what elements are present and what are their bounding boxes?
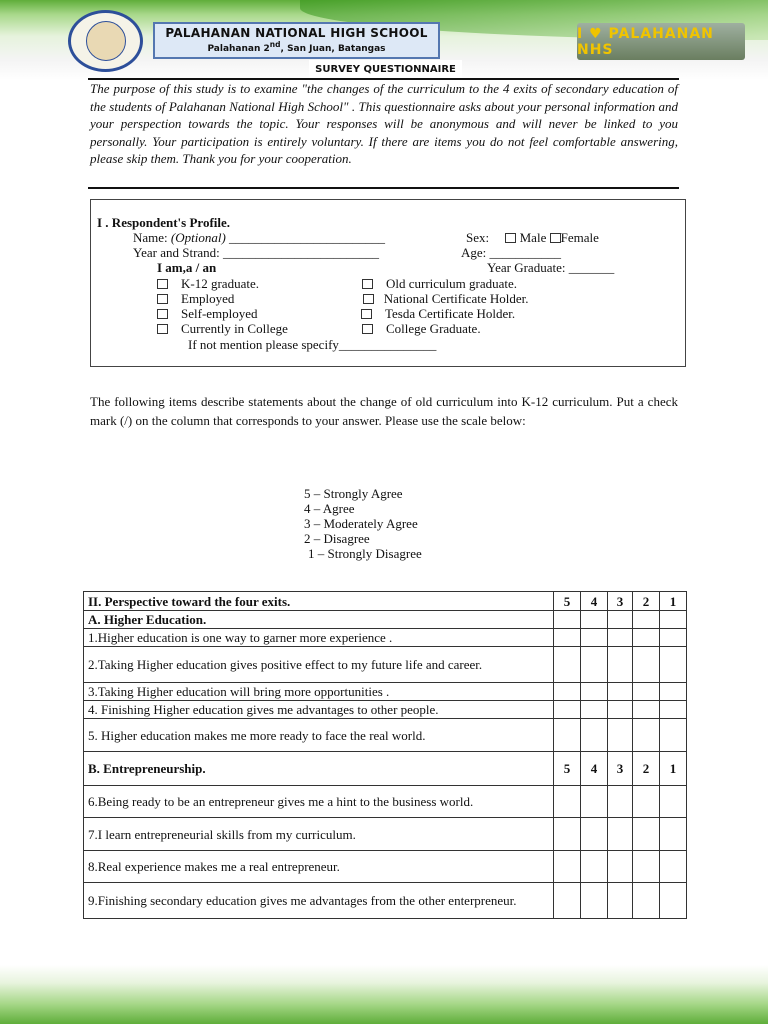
rating-cell[interactable] (608, 851, 633, 883)
rating-header: 5 (554, 752, 581, 786)
rating-cell[interactable] (608, 818, 633, 851)
statement: 9.Finishing secondary education gives me advantages from the other enterpreneur. (84, 883, 554, 919)
doc-title: SURVEY QUESTIONNAIRE (309, 60, 462, 80)
rating-cell[interactable] (633, 719, 660, 752)
table-row (84, 683, 687, 701)
rating-cell[interactable] (554, 683, 581, 701)
scale-item: 4 – Agree (304, 501, 355, 516)
rating-cell[interactable] (660, 647, 687, 683)
school-name: PALAHANAN NATIONAL HIGH SCHOOL (165, 26, 428, 40)
rating-cell[interactable] (633, 851, 660, 883)
statement: 4. Finishing Higher education gives me advantages to other people. (84, 701, 554, 719)
option-tesda-holder[interactable]: Tesda Certificate Holder. (361, 306, 515, 321)
table-row (84, 647, 687, 683)
rating-header: 1 (660, 592, 687, 611)
school-address: Palahanan 2nd, San Juan, Batangas (207, 40, 386, 54)
footer-banner (0, 965, 768, 1024)
rating-header: 2 (633, 592, 660, 611)
table-row (84, 786, 687, 818)
rating-cell[interactable] (633, 647, 660, 683)
sex-field: Sex: Male Female (466, 230, 599, 245)
school-photo: I ♥ PALAHANAN NHS (577, 23, 745, 60)
respondent-profile (90, 199, 686, 367)
rating-header: 5 (554, 592, 581, 611)
statement: 5. Higher education makes me more ready to face the real world. (84, 719, 554, 752)
section-label: B. Entrepreneurship. (84, 752, 554, 786)
option-employed[interactable]: Employed (157, 291, 234, 306)
rating-cell[interactable] (608, 647, 633, 683)
rating-cell[interactable] (608, 629, 633, 647)
male-checkbox[interactable] (505, 233, 516, 243)
table-row (84, 719, 687, 752)
rating-cell[interactable] (633, 683, 660, 701)
option-k12[interactable]: K-12 graduate. (157, 276, 259, 291)
rating-cell[interactable] (554, 629, 581, 647)
year-graduate-field[interactable]: Year Graduate: _______ (487, 260, 615, 275)
statement: 7.I learn entrepreneurial skills from my curriculum. (84, 818, 554, 851)
rating-cell[interactable] (608, 683, 633, 701)
rating-scale (304, 486, 422, 561)
rating-cell[interactable] (554, 883, 581, 919)
rating-cell[interactable] (581, 683, 608, 701)
rating-header: 4 (581, 752, 608, 786)
rating-cell[interactable] (581, 647, 608, 683)
rating-cell[interactable] (554, 818, 581, 851)
table-row (84, 701, 687, 719)
table-row (84, 851, 687, 883)
table-row (84, 883, 687, 919)
rating-cell[interactable] (660, 851, 687, 883)
year-strand-field[interactable]: Year and Strand: ________________________ (133, 245, 380, 260)
rating-cell[interactable] (608, 701, 633, 719)
rating-cell[interactable] (608, 611, 633, 629)
table-header-row (84, 752, 687, 786)
option-college-grad[interactable]: College Graduate. (362, 321, 481, 336)
rating-cell[interactable] (581, 883, 608, 919)
rating-cell[interactable] (660, 701, 687, 719)
rating-cell[interactable] (554, 647, 581, 683)
rating-cell[interactable] (608, 786, 633, 818)
scale-item: 3 – Moderately Agree (304, 516, 418, 531)
statement: 6.Being ready to be an entrepreneur gives me a hint to the business world. (84, 786, 554, 818)
rating-cell[interactable] (633, 611, 660, 629)
table-row (84, 629, 687, 647)
rating-cell[interactable] (660, 629, 687, 647)
specify-field[interactable]: If not mention please specify_______________ (188, 337, 437, 352)
statement: 3.Taking Higher education will bring more opportunities . (84, 683, 554, 701)
scale-item: 5 – Strongly Agree (304, 486, 403, 501)
rating-cell[interactable] (581, 719, 608, 752)
rating-cell[interactable] (633, 818, 660, 851)
rating-cell[interactable] (581, 818, 608, 851)
rating-cell[interactable] (608, 719, 633, 752)
statement: 2.Taking Higher education gives positive effect to my future life and career. (84, 647, 554, 683)
section-label: A. Higher Education. (84, 611, 554, 629)
rating-cell[interactable] (660, 611, 687, 629)
rating-header: 1 (660, 752, 687, 786)
female-checkbox[interactable] (550, 233, 561, 243)
rating-cell[interactable] (581, 786, 608, 818)
option-self-employed[interactable]: Self-employed (157, 306, 258, 321)
rating-cell[interactable] (660, 719, 687, 752)
profile-heading: I . Respondent's Profile. (97, 215, 231, 230)
option-nc-holder[interactable]: National Certificate Holder. (363, 291, 529, 306)
rating-header: 4 (581, 592, 608, 611)
rating-cell[interactable] (608, 883, 633, 919)
rating-cell[interactable] (554, 701, 581, 719)
statement: 1.Higher education is one way to garner more experience . (84, 629, 554, 647)
section-label: II. Perspective toward the four exits. (84, 592, 554, 611)
rating-cell[interactable] (554, 851, 581, 883)
rating-cell[interactable] (633, 701, 660, 719)
intro-text: The purpose of this study is to examine "the changes of the curriculum to the 4 exits of secondary education of the students of Palahanan National High School" . This questionnaire asks about your personal information and your perspection towards the topic. Your responses will be anonymous and will never be linked to you personally. Your participation is entirely voluntary. If there are items you do not feel comfortable answering, please skip them. Thank you for your cooperation. (90, 81, 678, 166)
rating-cell[interactable] (660, 683, 687, 701)
divider (88, 187, 679, 189)
table-row (84, 818, 687, 851)
option-in-college[interactable]: Currently in College (157, 321, 288, 336)
rating-cell[interactable] (660, 883, 687, 919)
age-field[interactable]: Age: ___________ (461, 245, 562, 260)
rating-cell[interactable] (660, 786, 687, 818)
rating-cell[interactable] (554, 786, 581, 818)
rating-cell[interactable] (581, 611, 608, 629)
rating-header: 3 (608, 752, 633, 786)
iam-label: I am,a / an (157, 260, 217, 275)
rating-cell[interactable] (633, 786, 660, 818)
section-row (84, 611, 687, 629)
school-logo (68, 10, 143, 72)
rating-header: 3 (608, 592, 633, 611)
statement: 8.Real experience makes me a real entrepreneur. (84, 851, 554, 883)
scale-item: 2 – Disagree (304, 531, 370, 546)
instructions: The following items describe statements about the change of old curriculum into K-12 curriculum. Put a check mark (/) on the column that corresponds to your answer. Please use the scale below: (90, 394, 678, 428)
rating-cell[interactable] (581, 629, 608, 647)
rating-header: 2 (633, 752, 660, 786)
scale-item: 1 – Strongly Disagree (308, 546, 422, 561)
table-header-row (84, 592, 687, 611)
rating-cell[interactable] (581, 701, 608, 719)
rating-cell[interactable] (633, 629, 660, 647)
name-field[interactable]: Name: (Optional) ________________________ (133, 230, 386, 245)
option-old-curriculum[interactable]: Old curriculum graduate. (362, 276, 517, 291)
rating-cell[interactable] (660, 818, 687, 851)
school-title-box (153, 22, 440, 59)
rating-cell[interactable] (554, 719, 581, 752)
rating-cell[interactable] (554, 611, 581, 629)
rating-cell[interactable] (581, 851, 608, 883)
survey-table (83, 591, 687, 919)
rating-cell[interactable] (633, 883, 660, 919)
